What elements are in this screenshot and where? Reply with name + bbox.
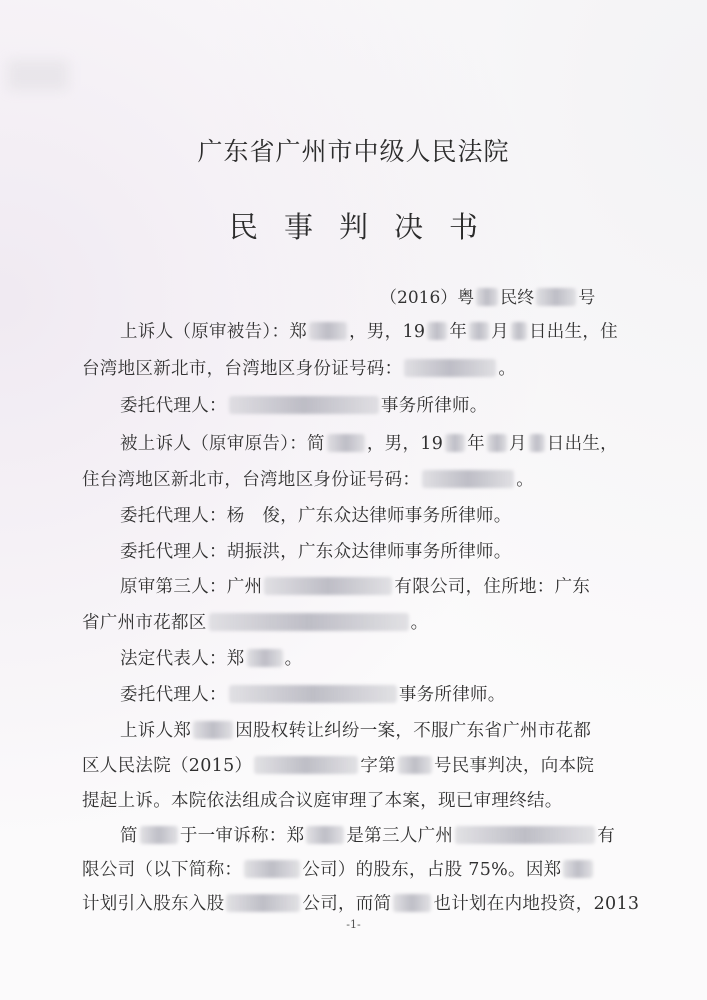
- text-line: [120, 430, 618, 455]
- text-line: [82, 609, 428, 634]
- line-text: 法定代表人：郑: [120, 649, 245, 669]
- line-text: 上诉人郑: [120, 721, 192, 741]
- redaction-block: [309, 322, 347, 340]
- text-line: [120, 392, 488, 417]
- redaction-block: [393, 894, 431, 912]
- line-text: 委托代理人：杨 俊，广东众达律师事务所律师。: [120, 506, 512, 526]
- text-line: [82, 890, 639, 915]
- case-prefix: （2016）粤: [380, 288, 475, 308]
- case-number: [380, 283, 595, 308]
- text-line: [120, 502, 512, 527]
- line-text: 因股权转让纠纷一案，不服广东省广州市花都: [235, 721, 592, 741]
- line-text: 委托代理人：: [120, 396, 227, 416]
- line-text: 简: [120, 826, 138, 846]
- redaction-block: [327, 434, 365, 452]
- redaction-block: [193, 721, 233, 739]
- line-text: 原审第三人：广州: [120, 577, 263, 597]
- text-line: [82, 355, 516, 380]
- line-text: 委托代理人：: [120, 685, 227, 705]
- line-text: 事务所律师。: [398, 685, 506, 705]
- line-text: 台湾地区新北市，台湾地区身份证号码：: [82, 359, 403, 379]
- redaction-block: [226, 894, 300, 912]
- line-text: ，男，19: [366, 434, 444, 454]
- text-line: [82, 466, 534, 491]
- text-line: [120, 318, 618, 343]
- text-line: [120, 538, 512, 563]
- case-mid: 民终: [500, 288, 535, 308]
- line-text: 公司）的股东，占股 75%。因郑: [302, 860, 562, 880]
- redaction-block: [247, 649, 283, 667]
- line-text: 事务所律师。: [380, 396, 488, 416]
- text-line: [120, 717, 591, 742]
- redaction-block: [229, 685, 397, 703]
- line-text: 区人民法院（2015）: [82, 756, 253, 776]
- text-line: [120, 822, 615, 847]
- text-line: [120, 573, 590, 598]
- redaction-block: [404, 359, 496, 377]
- redaction-block: [422, 470, 514, 488]
- line-text: 公司，而简: [302, 894, 392, 914]
- line-text: 月: [491, 322, 509, 342]
- redaction-block: [445, 434, 465, 452]
- scan-smudge: [8, 60, 68, 90]
- line-text: 年: [449, 322, 468, 342]
- redaction-block: [529, 434, 545, 452]
- redaction-block: [140, 826, 178, 844]
- line-text: 计划引入股东入股: [82, 894, 225, 914]
- line-text: 省广州市花都区: [82, 613, 207, 633]
- case-suffix: 号: [578, 288, 596, 308]
- line-text: 限公司（以下简称：: [82, 860, 243, 880]
- redaction-block: [209, 613, 409, 631]
- redaction-block: [455, 826, 595, 844]
- redaction-block: [264, 577, 392, 595]
- line-text: 也计划在内地投资，2013: [433, 894, 640, 914]
- redaction-block: [398, 756, 432, 774]
- text-line: [120, 645, 302, 670]
- line-text: 日出生，: [546, 434, 618, 454]
- page-number: -1-: [346, 918, 361, 931]
- text-line: [82, 752, 594, 777]
- text-line: [120, 681, 506, 706]
- redaction-block: [469, 322, 489, 340]
- redaction-block: [487, 434, 507, 452]
- redaction-block: [511, 322, 527, 340]
- line-text: 。: [516, 470, 535, 490]
- line-text: 委托代理人：胡振洪，广东众达律师事务所律师。: [120, 542, 512, 562]
- line-text: 有限公司，住所地：广东: [394, 577, 591, 597]
- line-text: 月: [508, 434, 527, 454]
- redaction-block: [229, 396, 379, 414]
- text-line: [82, 856, 595, 881]
- redaction-block: [427, 322, 447, 340]
- line-text: 日出生，住: [528, 322, 618, 342]
- document-title: 民事判决书: [228, 210, 504, 244]
- line-text: 上诉人（原审被告）：郑: [120, 322, 308, 342]
- redaction-block: [476, 288, 498, 306]
- line-text: 。: [410, 613, 429, 633]
- line-text: 提起上诉。本院依法组成合议庭审理了本案，现已审理终结。: [82, 791, 563, 811]
- redaction-block: [563, 860, 593, 878]
- line-text: 是第三人广州: [346, 826, 454, 846]
- redaction-block: [254, 756, 358, 774]
- line-text: 字第: [360, 756, 396, 776]
- redaction-block: [306, 826, 344, 844]
- line-text: 。: [498, 359, 517, 379]
- line-text: 年: [467, 434, 485, 454]
- line-text: 住台湾地区新北市，台湾地区身份证号码：: [82, 470, 421, 490]
- line-text: ，男，19: [349, 322, 426, 342]
- line-text: 被上诉人（原审原告）：简: [120, 434, 325, 454]
- redaction-block: [536, 288, 576, 306]
- line-text: 号民事判决，向本院: [433, 756, 595, 776]
- line-text: 于一审诉称：郑: [179, 826, 305, 846]
- line-text: 有: [597, 826, 616, 846]
- line-text: 。: [284, 649, 303, 669]
- court-name: 广东省广州市中级人民法院: [197, 137, 510, 166]
- text-line: [82, 787, 563, 812]
- redaction-block: [244, 860, 300, 878]
